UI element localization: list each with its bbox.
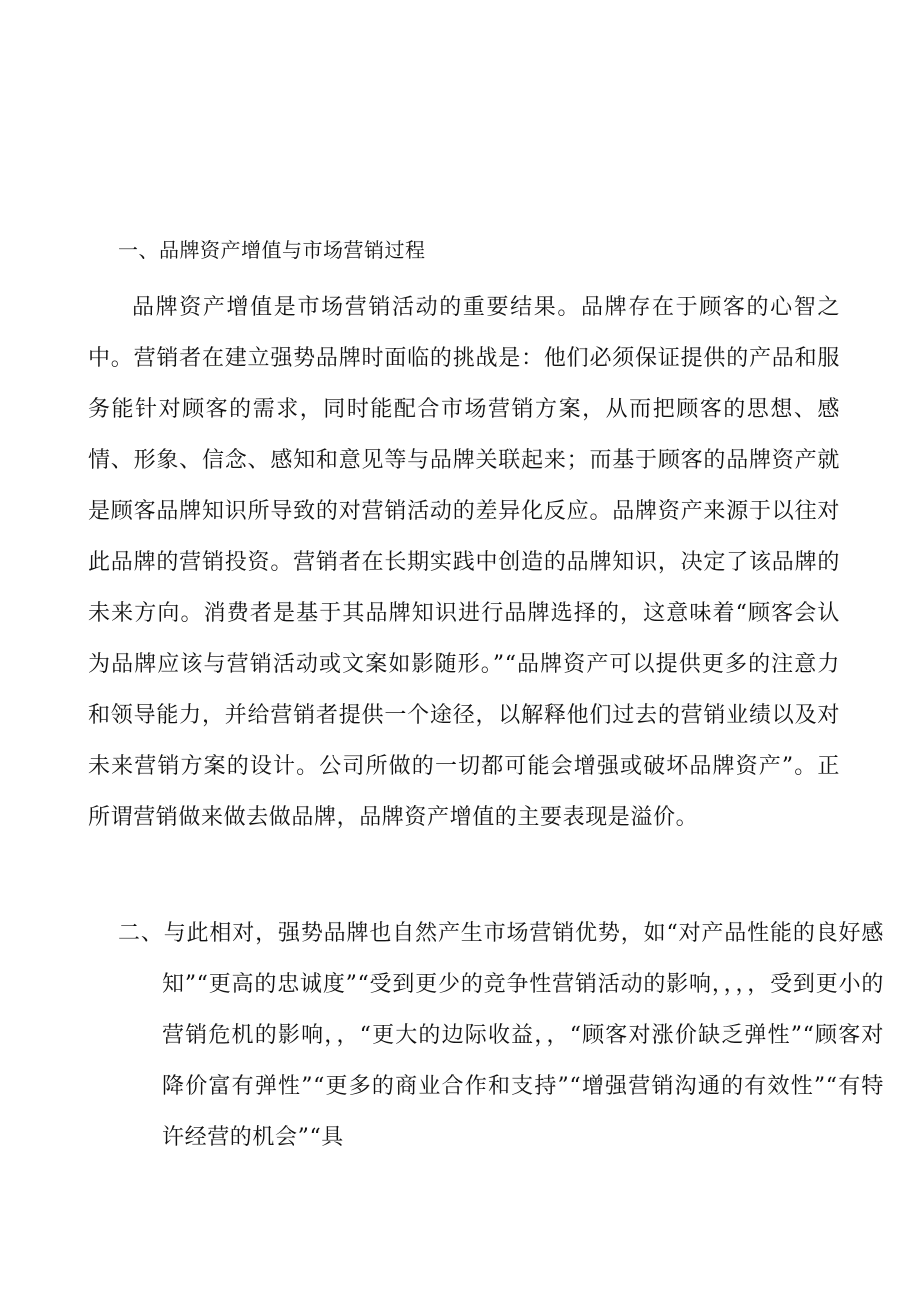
body-paragraph-1: 品牌资产增值是市场营销活动的重要结果。品牌存在于顾客的心智之中。营销者在建立强势品牌时面临的挑战是：他们必须保证提供的产品和服务能针对顾客的需求，同时能配合市场营销方案，从而把顾客的思想、感情、形象、信念、感知和意见等与品牌关联起来；而基于顾客的品牌资产就是顾客品牌知识所导致的对营销活动的差异化反应。品牌资产来源于以往对此品牌的营销投资。营销者在长期实践中创造的品牌知识，决定了该品牌的未来方向。消费者是基于其品牌知识进行品牌选择的，这意味着“顾客会认为品牌应该与营销活动或文案如影随形。”“品牌资产可以提供更多的注意力和领导能力，并给营销者提供一个途径，以解释他们过去的营销业绩以及对未来营销方案的设计。公司所做的一切都可能会增强或破坏品牌资产”。正所谓营销做来做去做品牌，品牌资产增值的主要表现是溢价。 [88,295,840,830]
section-heading-1: 一、品牌资产增值与市场营销过程 [118,238,426,262]
section-item-2: 二、与此相对，强势品牌也自然产生市场营销优势，如“对产品性能的良好感知”“更高的忠诚度”“受到更少的竞争性营销活动的影响，，，，受到更小的营销危机的影响，，“更大的边际收益，，“顾客对涨价缺乏弹性”“顾客对降价富有弹性”“更多的商业合作和支持”“增强营销沟通的有效性”“有特许经营的机会”“具 [118,921,884,1150]
